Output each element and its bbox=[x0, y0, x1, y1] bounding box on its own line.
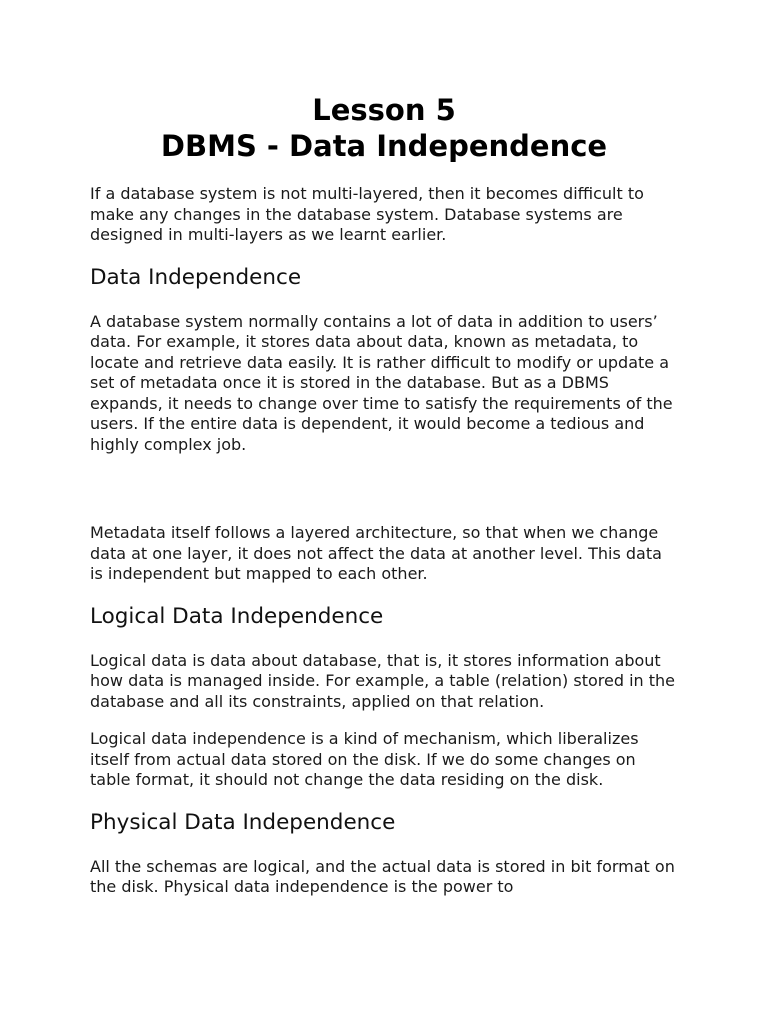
paragraph-data-independence: A database system normally contains a lot of data in addition to users’ data. For example, it stores data about data, known as metadata, to locate and retrieve data easily. It is rather difficult to modify or update a set of metadata once it is stored in the database. But as a DBMS expands, it needs to change over time to satisfy the requirements of the users. If the entire data is dependent, it would become a tedious and highly complex job. bbox=[90, 311, 673, 454]
page-title bbox=[90, 0, 678, 164]
intro-paragraph: If a database system is not multi-layered, then it becomes difficult to make any changes in the database system. Database systems are designed in multi-layers as we learnt earlier. bbox=[90, 184, 644, 244]
title-lesson: Lesson 5 bbox=[312, 93, 456, 127]
paragraph-metadata-layers: Metadata itself follows a layered architecture, so that when we change data at one layer, it does not affect the data at another level. This data is independent but mapped to each other. bbox=[90, 523, 662, 583]
section-heading-logical-data-independence: Logical Data Independence bbox=[90, 603, 384, 629]
paragraph-logical-data: Logical data is data about database, that is, it stores information about how data is managed inside. For example, a table (relation) stored in the database and all its constraints, applied on that relation. bbox=[90, 650, 676, 711]
section-heading-data-independence: Data Independence bbox=[90, 264, 302, 290]
paragraph-physical-data: All the schemas are logical, and the actual data is stored in bit format on the disk. Physical data independence is the power to bbox=[90, 856, 675, 896]
paragraph-logical-independence: Logical data independence is a kind of mechanism, which liberalizes itself from actual data stored on the disk. If we do some changes on table format, it should not change the data residing on the disk. bbox=[90, 729, 639, 789]
title-topic: DBMS - Data Independence bbox=[160, 129, 608, 163]
section-heading-physical-data-independence: Physical Data Independence bbox=[90, 809, 396, 835]
